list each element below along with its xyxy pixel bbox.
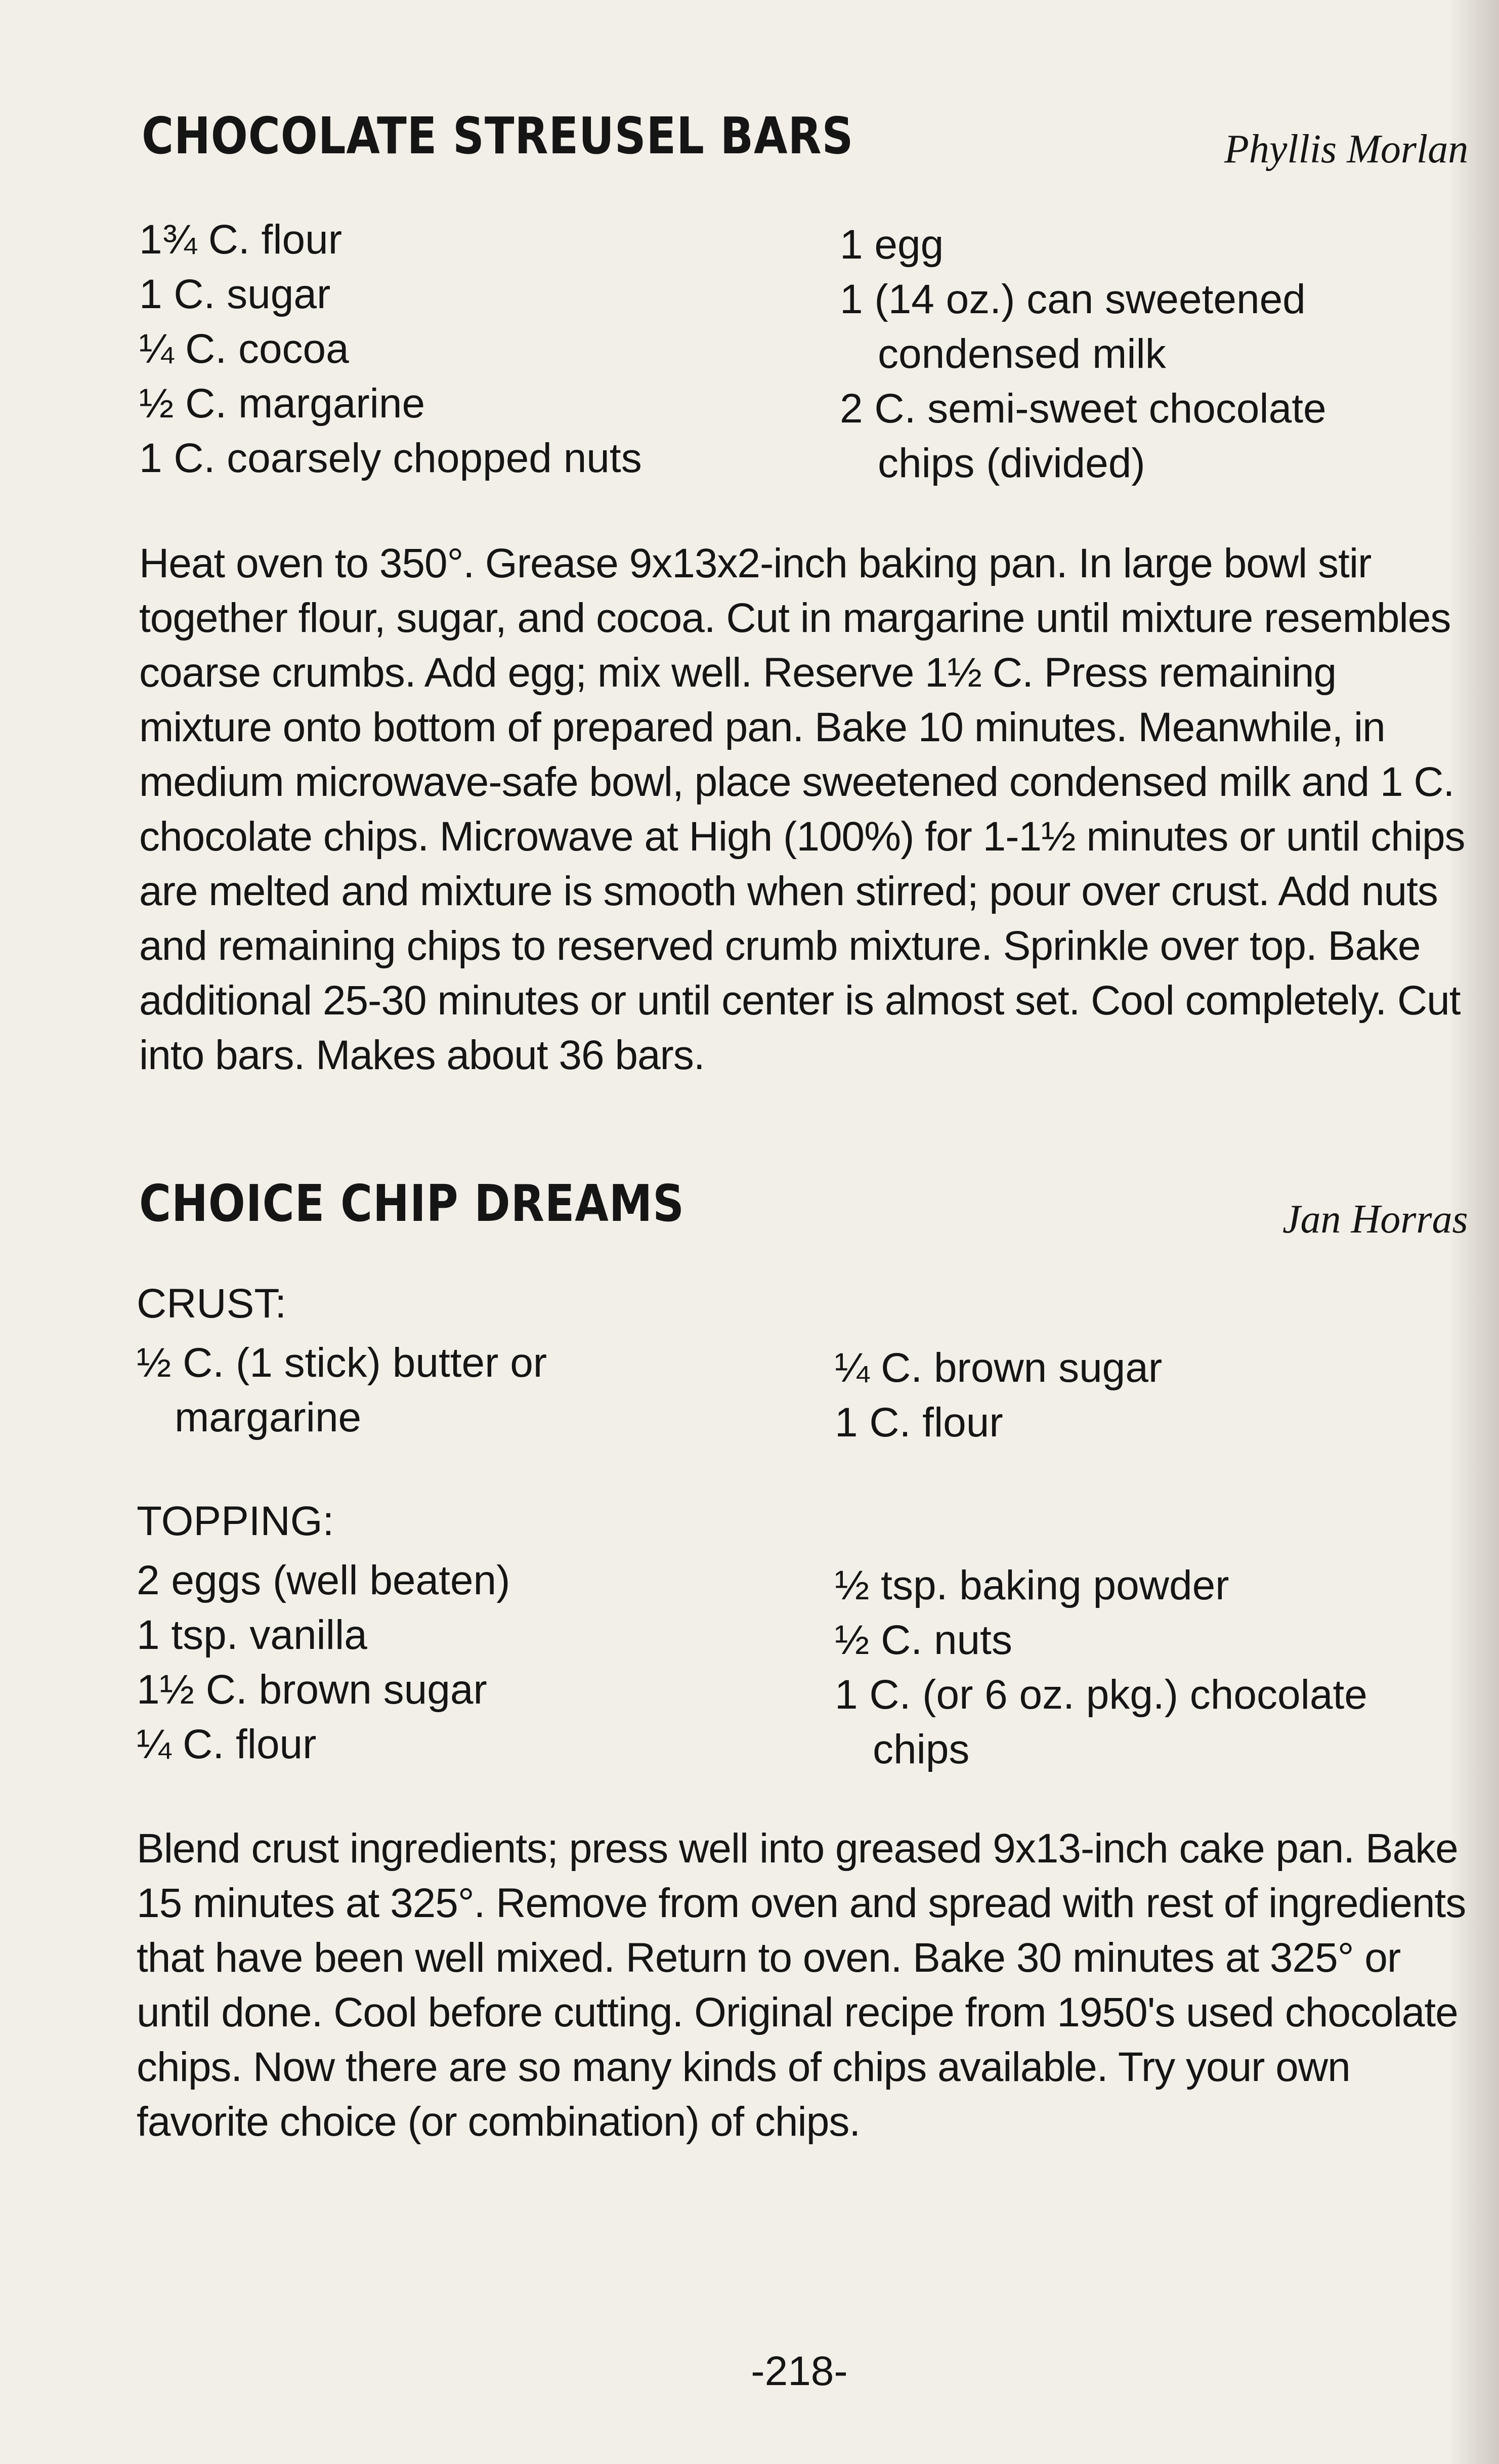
recipe-author: Phyllis Morlan [1224, 127, 1469, 172]
topping-left-column [137, 1553, 510, 1772]
ingredient: ¼ C. brown sugar [835, 1345, 1163, 1391]
ingredient: ½ tsp. baking powder [835, 1562, 1229, 1608]
ingredient: chips [873, 1726, 970, 1772]
ingredient: 1½ C. brown sugar [137, 1667, 487, 1713]
ingredient: 1 C. coarsely chopped nuts [139, 435, 642, 481]
ingredient: chips (divided) [878, 440, 1145, 486]
ingredient: ½ C. margarine [139, 380, 425, 427]
topping-right-column [835, 1558, 1367, 1777]
section-label: TOPPING: [137, 1498, 334, 1544]
ingredient: 1 C. sugar [139, 271, 331, 317]
ingredient: 1 (14 oz.) can sweetened [840, 276, 1306, 322]
recipe-title: CHOCOLATE STREUSEL BARS [142, 106, 854, 165]
recipe-directions: Blend crust ingredients; press well into greased 9x13-inch cake pan. Bake 15 minutes at 325°. Remove from oven and spread with rest of ingredients that have been well mixed. Return to oven. Bake 30 minutes at 325° or until done. Cool before cutting. Original recipe from 1950's used chocolate chips. Now there are so many kinds of chips available. Try your own favorite choice (or combination) of chips. [137, 1825, 1466, 2145]
section-label: CRUST: [137, 1281, 287, 1327]
ingredient: 1 C. flour [835, 1399, 1003, 1446]
ingredients-right-column [840, 218, 1326, 491]
crust-right-column [835, 1341, 1162, 1450]
ingredient: ¼ C. flour [137, 1721, 317, 1767]
ingredient: 1 C. (or 6 oz. pkg.) chocolate [835, 1672, 1367, 1718]
ingredient: 2 eggs (well beaten) [137, 1557, 510, 1603]
ingredient: ½ C. nuts [835, 1617, 1012, 1663]
ingredients-left-column [139, 213, 642, 486]
recipe-title: CHOICE CHIP DREAMS [139, 1174, 684, 1233]
ingredient: 1 egg [840, 222, 944, 268]
crust-left-column [137, 1336, 547, 1445]
ingredient: margarine [175, 1394, 362, 1440]
ingredient: ¼ C. cocoa [139, 326, 349, 372]
recipe-directions: Heat oven to 350°. Grease 9x13x2-inch baking pan. In large bowl stir together flour, sugar, and cocoa. Cut in margarine until mixture resembles coarse crumbs. Add egg; mix well. Reserve 1½ C. Press remaining mixture onto bottom of prepared pan. Bake 10 minutes. Meanwhile, in medium microwave-safe bowl, place sweetened condensed milk and 1 C. chocolate chips. Microwave at High (100%) for 1-1½ minutes or until chips are melted and mixture is smooth when stirred; pour over crust. Add nuts and remaining chips to reserved crumb mixture. Sprinkle over top. Bake additional 25-30 minutes or until center is almost set. Cool completely. Cut into bars. Makes about 36 bars. [139, 540, 1465, 1078]
ingredient: 1 tsp. vanilla [137, 1612, 367, 1658]
ingredient: 1¾ C. flour [139, 217, 342, 263]
ingredient: condensed milk [878, 331, 1166, 377]
ingredient: 2 C. semi-sweet chocolate [840, 386, 1326, 432]
ingredient: ½ C. (1 stick) butter or [137, 1340, 547, 1386]
page-number: -218- [751, 2348, 848, 2394]
recipe-author: Jan Horras [1282, 1197, 1468, 1242]
